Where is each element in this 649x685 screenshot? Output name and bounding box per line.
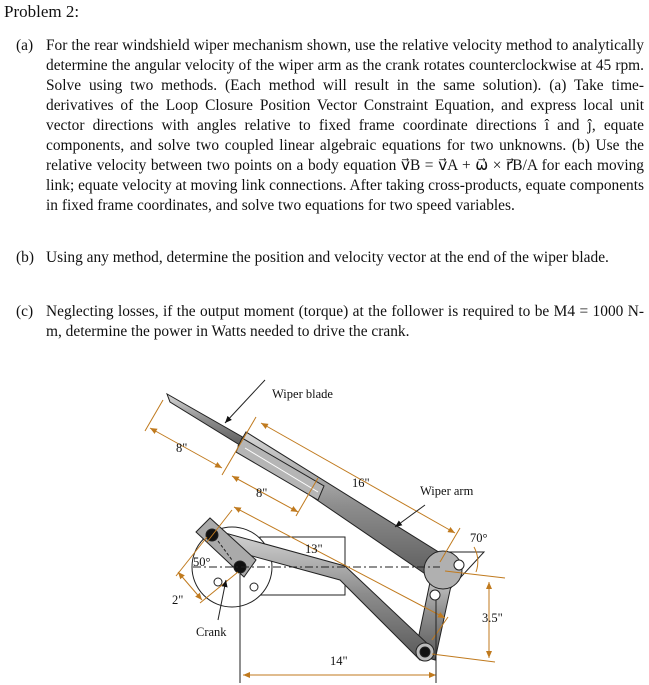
dim-2: 2" (172, 593, 184, 607)
angle-50: 50° (193, 555, 211, 569)
part-b-label: (b) (16, 249, 34, 266)
dim-16: 16" (352, 476, 370, 490)
dim-3-5: 3.5" (482, 611, 503, 625)
wiper-blade (167, 394, 246, 447)
part-b-text: Using any method, determine the position and velocity vector at the end of the wiper blade. (46, 249, 609, 266)
label-wiper-arm: Wiper arm (420, 484, 474, 498)
angle-70: 70° (470, 531, 488, 545)
dim-14: 14" (330, 654, 348, 668)
dim-8-lower: 8" (256, 486, 268, 500)
dim-13: 13" (305, 542, 323, 556)
dim-8-top: 8" (176, 441, 188, 455)
part-a-label: (a) (16, 37, 34, 54)
problem-title: Problem 2: (4, 2, 80, 21)
label-wiper-blade: Wiper blade (272, 387, 333, 401)
part-a-text: For the rear windshield wiper mechanism shown, use the relative velocity method to analytically determine the angular velocity of the wiper arm as the crank rotates counterclockwise at 45 rpm. Solve using two methods. (Each method will result in the same solution). (a) Take time-derivatives of the Loop Closure Position Vector Constraint Equation, and express local unit vector directions with angles relative to fixed frame coordinate directions î and ĵ, equate components, and solve two coupled linear algebraic equations for two unknowns. (b) Use the relative velocity between two points on a body equation v⃗B = v⃗A + ω⃗ × r⃗B/A for each moving link; equate velocity at moving link connections. After taking cross-products, equate components in fixed frame coordinates, and solve two equations for two speed variables. (46, 37, 644, 214)
part-c-text: Neglecting losses, if the output moment (torque) at the follower is required to be M4 = 1000 N-m, determine the power in Watts needed to drive the crank. (46, 303, 644, 340)
part-c-label: (c) (16, 303, 34, 320)
label-crank: Crank (196, 625, 227, 639)
